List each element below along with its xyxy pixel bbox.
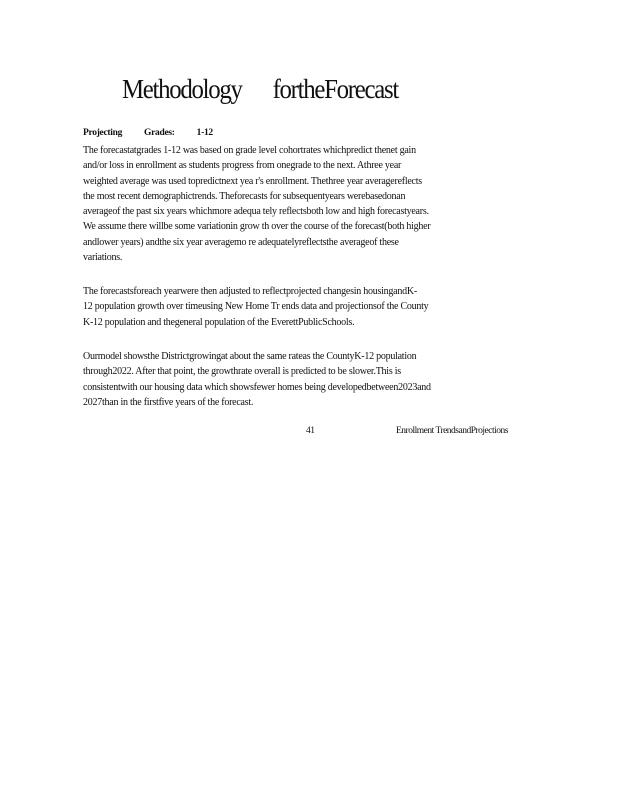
heading-word-range: 1-12 — [196, 128, 213, 138]
paragraph-line: K-12 population and thegeneral population of the EverettPublicSchools. — [83, 316, 355, 328]
heading-word-grades: Grades: — [144, 128, 175, 138]
paragraph-line: 2027than in the firstfive years of the forecast. — [83, 396, 254, 408]
paragraph-line: The forecastatgrades 1-12 was based on grade level cohortrates whichpredict thenet gain — [83, 145, 416, 156]
paragraph-line: Ourmodel showsthe Districtgrowingat about the same rateas the CountyK-12 population — [83, 351, 417, 362]
heading-word-projecting: Projecting — [83, 128, 123, 138]
paragraph-line: consistentwith our housing data which showsfewer homes being developedbetween2023and — [83, 381, 431, 393]
paragraph-line: 12 population growth over timeusing New Home Tr ends data and projectionsof the County — [83, 301, 429, 313]
paragraph-line: variations. — [83, 252, 123, 264]
paragraph-line: the most recent demographictrends. Theforecasts for subsequentyears werebasedonan — [83, 190, 406, 202]
paragraph-line: weighted average was used topredictnext yea r's enrollment. Thethree year averagereflects — [83, 175, 422, 187]
paragraph-line: andlower years) andthe six year averagemo re adequatelyreflectsthe averageof these — [83, 236, 399, 248]
title-part-methodology: Methodology — [122, 74, 242, 104]
paragraph-line: The forecastsforeach yearwere then adjusted to reflectprojected changesin housingandK- — [83, 286, 417, 297]
paragraph-line: through2022. After that point, the growthrate overall is predicted to be slower.This is — [83, 366, 401, 378]
title-part-forecast: fortheForecast — [272, 74, 398, 104]
section-heading — [83, 128, 213, 138]
footer-section-title: Enrollment TrendsandProjections — [396, 426, 508, 436]
paragraph-line: and/or loss in enrollment as students progress from onegrade to the next. Athree year — [83, 160, 402, 172]
paragraph-housing-adjustment — [83, 284, 533, 330]
page-number: 41 — [306, 426, 315, 436]
paragraph-cohort-method — [83, 143, 533, 265]
paragraph-line: averageof the past six years whichmore adequa tely reflectsboth low and high forecastyears. — [83, 206, 429, 218]
paragraph-model-growth — [83, 349, 533, 410]
paragraph-line: We assume there willbe some variationin grow th over the course of the forecast(both higher — [83, 221, 431, 233]
page-title — [122, 74, 398, 105]
